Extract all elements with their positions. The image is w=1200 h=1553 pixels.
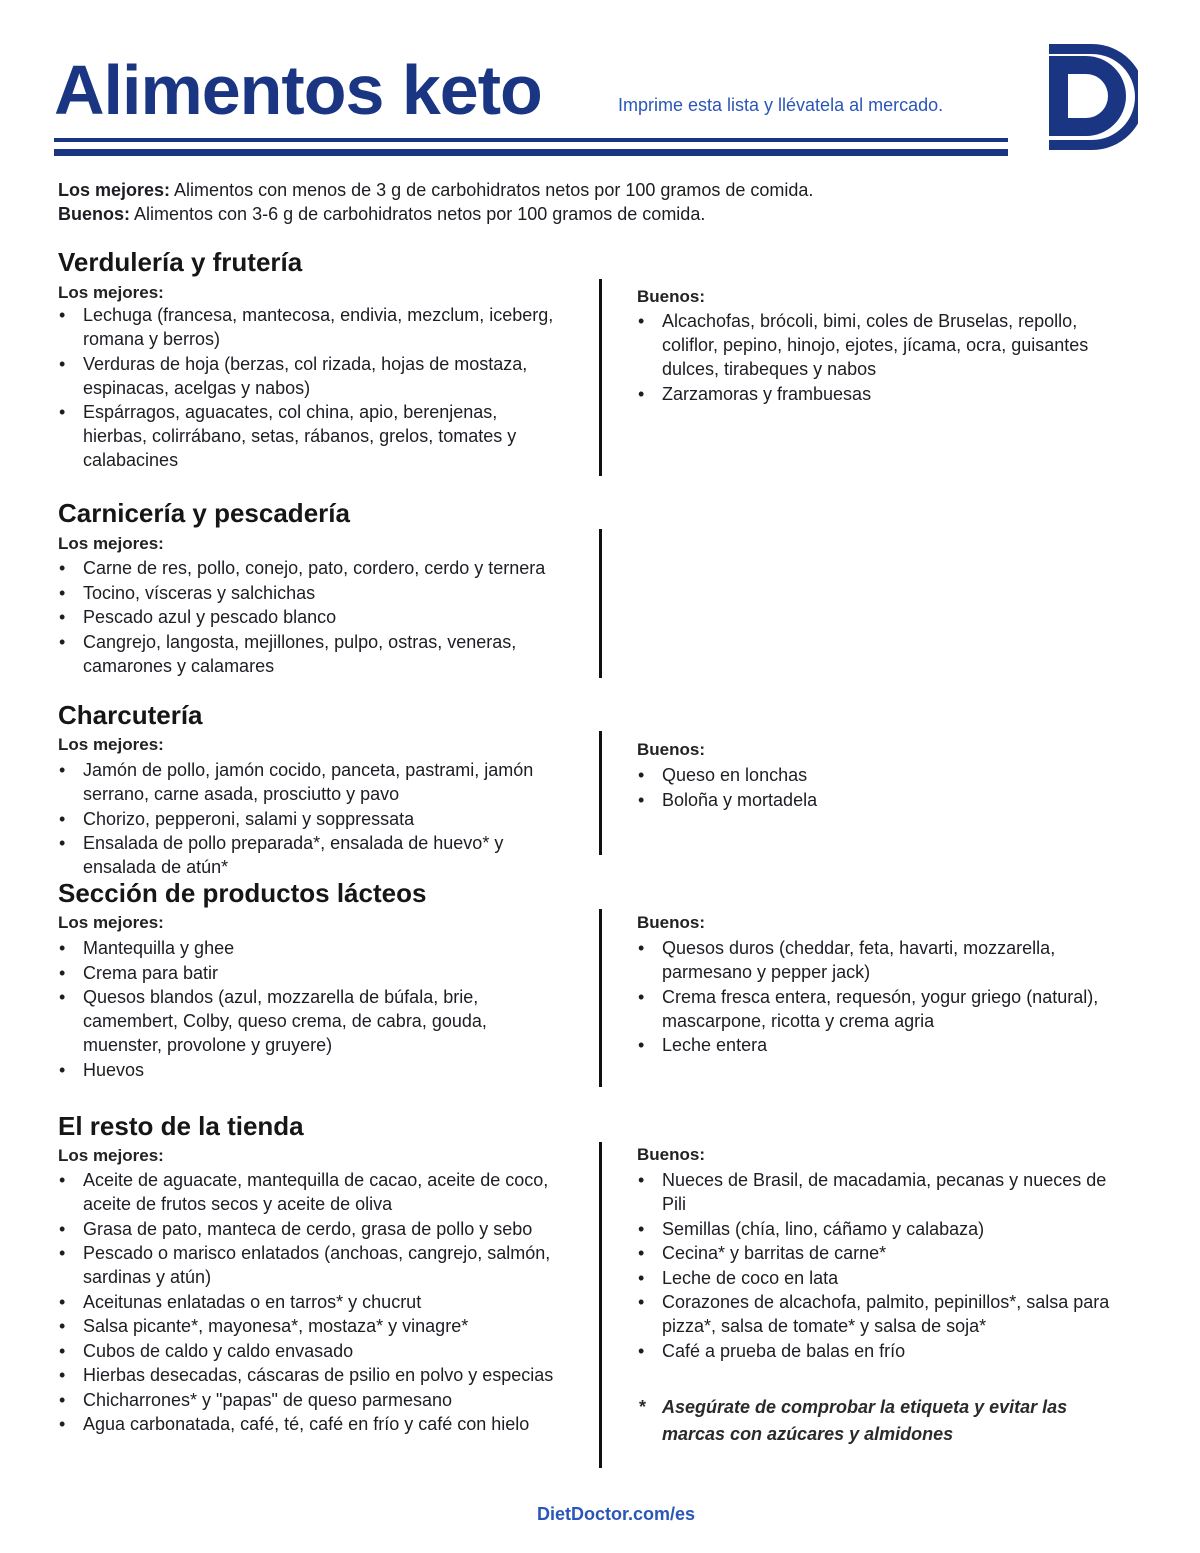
list-item: • Jamón de pollo, jamón cocido, panceta, pastrami, jamón serrano, carne asada, prosciutto y pavo [58, 758, 558, 806]
list-item: • Corazones de alcachofa, palmito, pepinillos*, salsa para pizza*, salsa de tomate* y salsa de soja* [637, 1290, 1117, 1338]
intro-good-label: Buenos: [58, 204, 130, 224]
dairy-good-label: Buenos: [637, 913, 705, 932]
column-divider [599, 1142, 602, 1468]
list-item: • Café a prueba de balas en frío [637, 1339, 1117, 1363]
list-item: • Cecina* y barritas de carne* [637, 1241, 1117, 1265]
list-item: • Quesos duros (cheddar, feta, havarti, mozzarella, parmesano y pepper jack) [637, 936, 1117, 984]
produce-good-list [637, 309, 1117, 406]
tagline: Imprime esta lista y llévatela al mercado. [618, 95, 944, 115]
section-title-deli: Charcutería [58, 700, 203, 730]
note-text: Asegúrate de comprobar la etiqueta y evitar las marcas con azúcares y almidones [662, 1397, 1068, 1444]
list-item: • Leche de coco en lata [637, 1266, 1117, 1290]
list-item: • Pescado azul y pescado blanco [58, 605, 558, 629]
list-item: • Zarzamoras y frambuesas [637, 382, 1117, 406]
deli-best-list [58, 758, 558, 880]
dairy-best-label: Los mejores: [58, 913, 164, 932]
rest-good-list [637, 1168, 1117, 1363]
column-divider [599, 731, 602, 855]
section-title-meat: Carnicería y pescadería [58, 498, 350, 528]
rest-good-label: Buenos: [637, 1145, 705, 1164]
section-title-produce: Verdulería y frutería [58, 247, 303, 277]
label-warning-note [637, 1394, 1117, 1448]
dairy-good-list [637, 936, 1117, 1058]
dairy-best-list [58, 936, 558, 1082]
header-rule-thick [54, 149, 1008, 156]
produce-good-label: Buenos: [637, 287, 705, 306]
column-divider [599, 909, 602, 1087]
list-item: • Alcachofas, brócoli, bimi, coles de Bruselas, repollo, coliflor, pepino, hinojo, ejotes, jícama, ocra, guisantes dulces, tirabeques y nabos [637, 309, 1117, 381]
deli-good-label: Buenos: [637, 740, 705, 759]
rest-best-label: Los mejores: [58, 1146, 164, 1165]
list-item: • Crema para batir [58, 961, 558, 985]
list-item: • Chicharrones* y "papas" de queso parmesano [58, 1388, 558, 1412]
list-item: • Aceitunas enlatadas o en tarros* y chucrut [58, 1290, 558, 1314]
list-item: • Salsa picante*, mayonesa*, mostaza* y vinagre* [58, 1314, 558, 1338]
section-title-rest: El resto de la tienda [58, 1111, 304, 1141]
deli-best-label: Los mejores: [58, 735, 164, 754]
rest-best-list [58, 1168, 558, 1437]
column-divider [599, 279, 602, 476]
footer-link[interactable]: DietDoctor.com/es [536, 1504, 696, 1524]
list-item: • Quesos blandos (azul, mozzarella de búfala, brie, camembert, Colby, queso crema, de cabra, gouda, muenster, provolone y gruyere) [58, 985, 558, 1057]
section-title-dairy: Sección de productos lácteos [58, 878, 427, 908]
header-rule-thin [54, 138, 1008, 142]
intro-good-line [58, 202, 813, 226]
list-item: • Agua carbonatada, café, té, café en frío y café con hielo [58, 1412, 558, 1436]
list-item: • Crema fresca entera, requesón, yogur griego (natural), mascarpone, ricotta y crema agria [637, 985, 1117, 1033]
column-divider [599, 529, 602, 678]
deli-good-list [637, 763, 1117, 812]
list-item: • Hierbas desecadas, cáscaras de psilio en polvo y especias [58, 1363, 558, 1387]
list-item: • Cubos de caldo y caldo envasado [58, 1339, 558, 1363]
intro-good-text: Alimentos con 3-6 g de carbohidratos netos por 100 gramos de comida. [130, 204, 706, 224]
list-item: • Ensalada de pollo preparada*, ensalada de huevo* y ensalada de atún* [58, 831, 558, 879]
list-item: • Chorizo, pepperoni, salami y soppressata [58, 807, 558, 831]
meat-best-list [58, 556, 558, 678]
list-item: • Huevos [58, 1058, 558, 1082]
list-item: • Grasa de pato, manteca de cerdo, grasa de pollo y sebo [58, 1217, 558, 1241]
intro-best-text: Alimentos con menos de 3 g de carbohidratos netos por 100 gramos de comida. [170, 180, 814, 200]
list-item: • Espárragos, aguacates, col china, apio, berenjenas, hierbas, colirrábano, setas, rábanos, grelos, tomates y calabacines [58, 400, 558, 472]
list-item: • Cangrejo, langosta, mejillones, pulpo, ostras, veneras, camarones y calamares [58, 630, 558, 678]
dietdoctor-d-logo-icon [1046, 40, 1138, 162]
produce-best-list [58, 303, 558, 473]
note-asterisk: * [639, 1397, 647, 1417]
list-item: • Leche entera [637, 1033, 1117, 1057]
meat-best-label: Los mejores: [58, 534, 164, 553]
list-item: • Verduras de hoja (berzas, col rizada, hojas de mostaza, espinacas, acelgas y nabos) [58, 352, 558, 400]
intro-best-line [58, 178, 813, 202]
list-item: • Mantequilla y ghee [58, 936, 558, 960]
intro-best-label: Los mejores: [58, 180, 171, 200]
produce-best-label: Los mejores: [58, 283, 164, 302]
page-title: Alimentos keto [54, 51, 542, 129]
list-item: • Nueces de Brasil, de macadamia, pecanas y nueces de Pili [637, 1168, 1117, 1216]
list-item: • Carne de res, pollo, conejo, pato, cordero, cerdo y ternera [58, 556, 558, 580]
intro [58, 178, 813, 226]
list-item: • Queso en lonchas [637, 763, 1117, 787]
list-item: • Boloña y mortadela [637, 788, 1117, 812]
list-item: • Semillas (chía, lino, cáñamo y calabaza) [637, 1217, 1117, 1241]
list-item: • Tocino, vísceras y salchichas [58, 581, 558, 605]
list-item: • Aceite de aguacate, mantequilla de cacao, aceite de coco, aceite de frutos secos y aceite de oliva [58, 1168, 558, 1216]
list-item: • Pescado o marisco enlatados (anchoas, cangrejo, salmón, sardinas y atún) [58, 1241, 558, 1289]
list-item: • Lechuga (francesa, mantecosa, endivia, mezclum, iceberg, romana y berros) [58, 303, 558, 351]
